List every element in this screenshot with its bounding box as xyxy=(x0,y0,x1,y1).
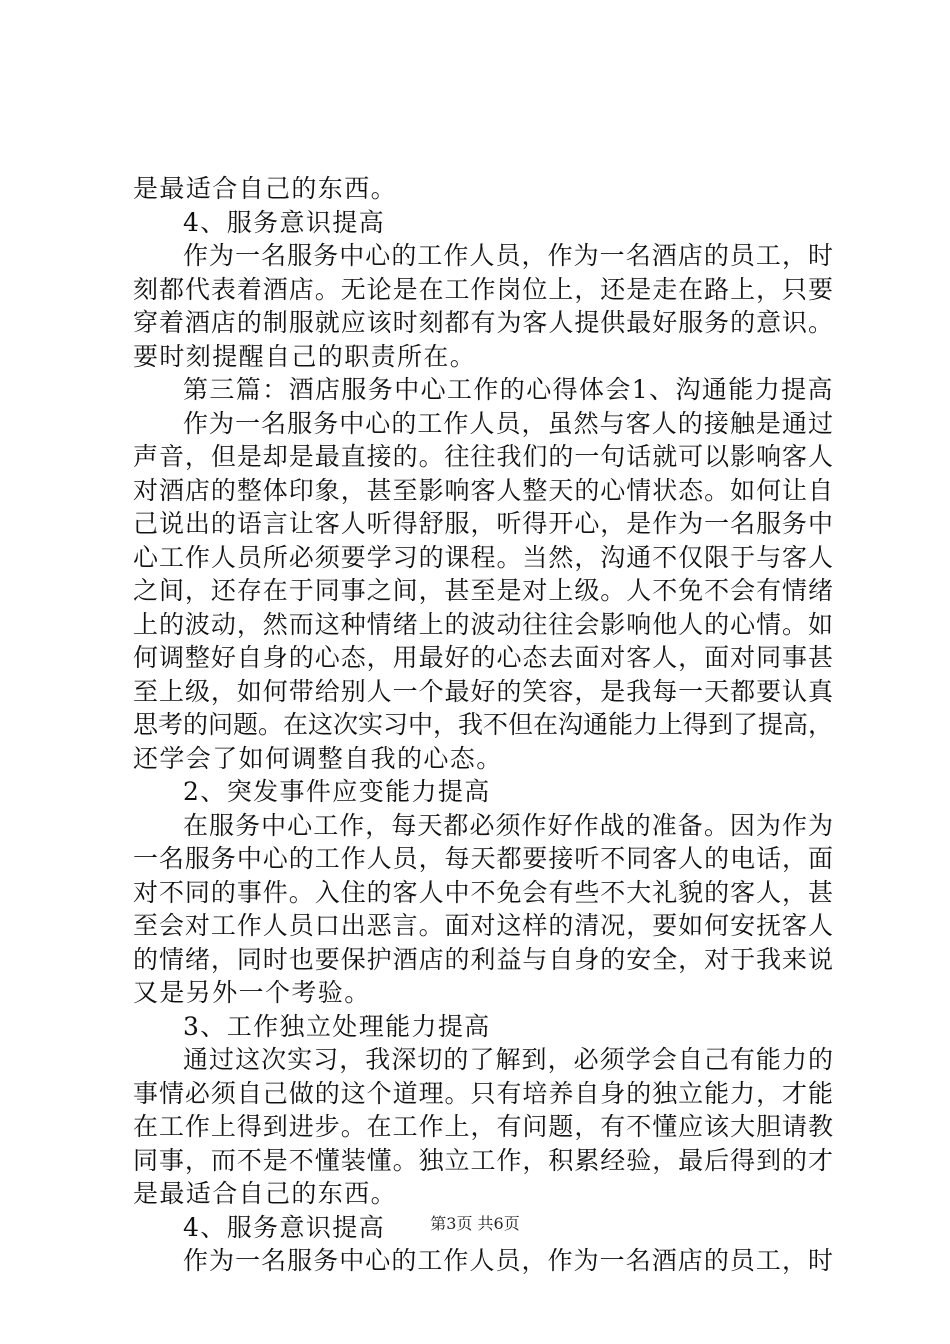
text-line: 同事，而不是不懂装懂。独立工作，积累经验，最后得到的才 xyxy=(133,1145,833,1175)
text-line: 上的波动，然而这种情绪上的波动往往会影响他人的心情。如 xyxy=(133,609,833,639)
document-body xyxy=(133,172,833,1278)
text-line: 在工作上得到进步。在工作上，有问题，有不懂应该大胆请教 xyxy=(133,1112,833,1141)
text-line: 一名服务中心的工作人员，每天都要接听不同客人的电话，面 xyxy=(133,844,833,873)
text-line: 通过这次实习，我深切的了解到，必须学会自己有能力的 xyxy=(183,1045,833,1074)
text-line: 在服务中心工作，每天都必须作好作战的准备。因为作为 xyxy=(183,810,833,840)
text-line: 作为一名服务中心的工作人员，虽然与客人的接触是通过 xyxy=(183,408,833,438)
text-line: 作为一名服务中心的工作人员，作为一名酒店的员工，时 xyxy=(183,1246,833,1275)
text-line: 己说出的语言让客人听得舒服，听得开心，是作为一名服务中 xyxy=(133,509,833,538)
text-line: 的情绪，同时也要保护酒店的利益与自身的安全，对于我来说 xyxy=(133,944,833,974)
text-line: 事情必须自己做的这个道理。只有培养自身的独立能力，才能 xyxy=(133,1078,833,1108)
text-line: 对酒店的整体印象，甚至影响客人整天的心情状态。如何让自 xyxy=(133,475,833,505)
text-line: 声音，但是却是最直接的。往往我们的一句话就可以影响客人 xyxy=(133,442,833,471)
text-line: 至上级，如何带给别人一个最好的笑容，是我每一天都要认真 xyxy=(133,676,833,706)
text-line: 要时刻提醒自己的职责所在。 xyxy=(133,341,477,371)
text-line: 至会对工作人员口出恶言。面对这样的清况，要如何安抚客人 xyxy=(133,911,833,940)
text-line: 作为一名服务中心的工作人员，作为一名酒店的员工，时 xyxy=(183,241,833,270)
text-line: 思考的问题。在这次实习中，我不但在沟通能力上得到了提高， xyxy=(133,710,834,739)
text-line: 对不同的事件。入住的客人中不免会有些不大礼貌的客人，甚 xyxy=(133,877,833,907)
section-heading: 2、突发事件应变能力提高 xyxy=(183,777,491,806)
text-line: 还学会了如何调整自我的心态。 xyxy=(133,743,503,773)
page-number-footer: 第3页 共6页 xyxy=(430,1214,520,1233)
text-line: 是最适合自己的东西。 xyxy=(133,174,398,203)
chapter-heading: 第三篇：酒店服务中心工作的心得体会1、沟通能力提高 xyxy=(183,375,834,404)
text-line: 刻都代表着酒店。无论是在工作岗位上，还是走在路上，只要 xyxy=(133,274,833,304)
section-heading: 4、服务意识提高 xyxy=(183,1212,386,1242)
section-heading: 3、工作独立处理能力提高 xyxy=(183,1011,491,1041)
text-line: 是最适合自己的东西。 xyxy=(133,1179,398,1208)
text-line: 穿着酒店的制服就应该时刻都有为客人提供最好服务的意识。 xyxy=(133,308,833,337)
text-line: 心工作人员所必须要学习的课程。当然，沟通不仅限于与客人 xyxy=(133,542,833,572)
text-line: 又是另外一个考验。 xyxy=(133,978,371,1007)
section-heading: 4、服务意识提高 xyxy=(183,207,386,237)
text-line: 之间，还存在于同事之间，甚至是对上级。人不免不会有情绪 xyxy=(133,576,833,605)
text-line: 何调整好自身的心态，用最好的心态去面对客人，面对同事甚 xyxy=(133,643,833,672)
